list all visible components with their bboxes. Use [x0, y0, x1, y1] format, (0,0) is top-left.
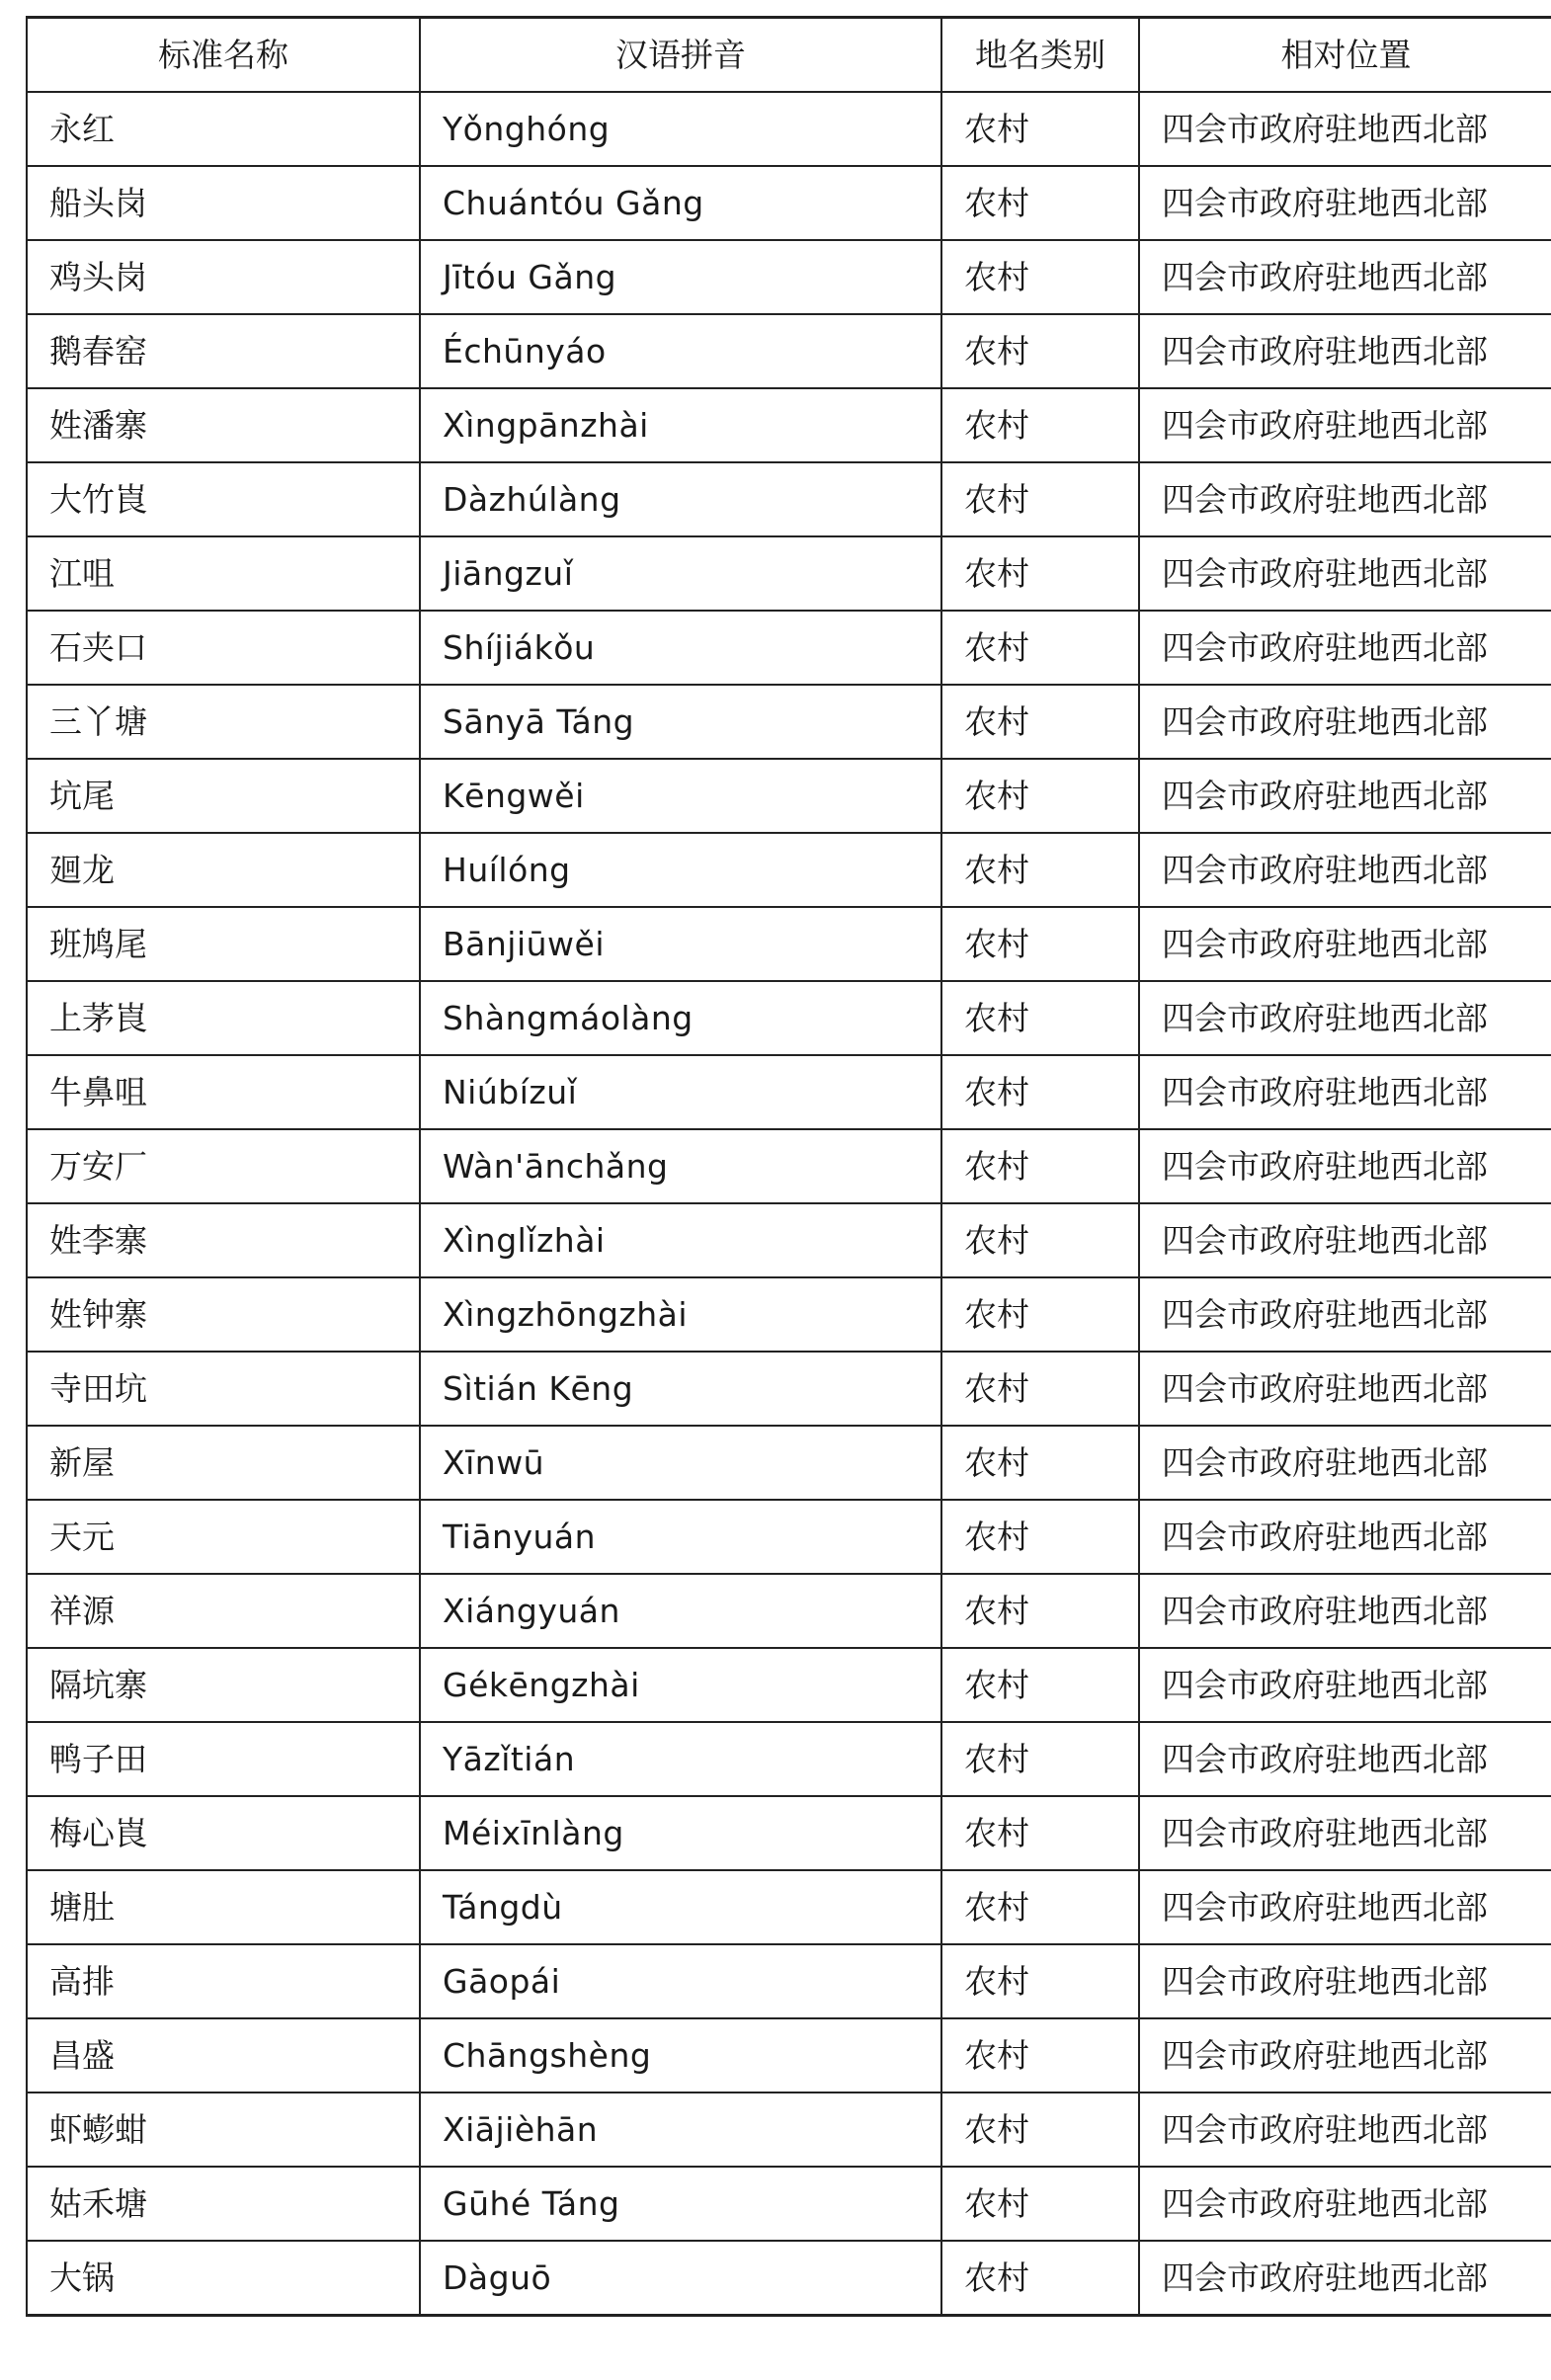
cell-pinyin: Sānyā Táng — [420, 685, 941, 759]
table-row — [27, 1426, 1551, 1500]
cell-standard-name: 江咀 — [27, 536, 420, 611]
cell-pinyin: Gékēngzhài — [420, 1648, 941, 1722]
table-row — [27, 1352, 1551, 1426]
cell-pinyin: Wàn'ānchǎng — [420, 1129, 941, 1203]
cell-standard-name: 大竹崀 — [27, 462, 420, 536]
cell-standard-name: 牛鼻咀 — [27, 1055, 420, 1129]
cell-relative-position: 四会市政府驻地西北部 — [1139, 833, 1551, 907]
cell-pinyin: Gāopái — [420, 1944, 941, 2018]
table-row — [27, 1203, 1551, 1277]
cell-pinyin: Gūhé Táng — [420, 2167, 941, 2241]
document-page — [26, 16, 1551, 2317]
cell-pinyin: Chāngshèng — [420, 2018, 941, 2093]
cell-standard-name: 昌盛 — [27, 2018, 420, 2093]
cell-standard-name: 新屋 — [27, 1426, 420, 1500]
cell-relative-position: 四会市政府驻地西北部 — [1139, 611, 1551, 685]
cell-pinyin: Jītóu Gǎng — [420, 240, 941, 314]
cell-standard-name: 鸡头岗 — [27, 240, 420, 314]
cell-category: 农村 — [941, 981, 1139, 1055]
cell-category: 农村 — [941, 1203, 1139, 1277]
cell-relative-position: 四会市政府驻地西北部 — [1139, 981, 1551, 1055]
cell-relative-position: 四会市政府驻地西北部 — [1139, 1722, 1551, 1796]
cell-category: 农村 — [941, 907, 1139, 981]
cell-category: 农村 — [941, 1277, 1139, 1352]
table-row — [27, 388, 1551, 462]
cell-relative-position: 四会市政府驻地西北部 — [1139, 388, 1551, 462]
table-row — [27, 1129, 1551, 1203]
cell-category: 农村 — [941, 1796, 1139, 1870]
cell-category: 农村 — [941, 1426, 1139, 1500]
cell-standard-name: 虾蟛蚶 — [27, 2093, 420, 2167]
table-row — [27, 240, 1551, 314]
cell-pinyin: Méixīnlàng — [420, 1796, 941, 1870]
cell-category: 农村 — [941, 166, 1139, 240]
table-row — [27, 981, 1551, 1055]
cell-standard-name: 鸭子田 — [27, 1722, 420, 1796]
cell-relative-position: 四会市政府驻地西北部 — [1139, 1870, 1551, 1944]
cell-standard-name: 姓潘寨 — [27, 388, 420, 462]
cell-pinyin: Tiānyuán — [420, 1500, 941, 1574]
cell-relative-position: 四会市政府驻地西北部 — [1139, 2167, 1551, 2241]
cell-standard-name: 石夹口 — [27, 611, 420, 685]
cell-standard-name: 三丫塘 — [27, 685, 420, 759]
cell-pinyin: Niúbízuǐ — [420, 1055, 941, 1129]
cell-relative-position: 四会市政府驻地西北部 — [1139, 2018, 1551, 2093]
cell-pinyin: Bānjiūwěi — [420, 907, 941, 981]
cell-category: 农村 — [941, 759, 1139, 833]
place-name-table — [26, 16, 1551, 2317]
table-row — [27, 685, 1551, 759]
table-row — [27, 1648, 1551, 1722]
cell-pinyin: Xìngzhōngzhài — [420, 1277, 941, 1352]
cell-pinyin: Xīnwū — [420, 1426, 941, 1500]
cell-standard-name: 梅心崀 — [27, 1796, 420, 1870]
cell-category: 农村 — [941, 2241, 1139, 2316]
cell-category: 农村 — [941, 1944, 1139, 2018]
cell-pinyin: Yāzǐtián — [420, 1722, 941, 1796]
cell-category: 农村 — [941, 685, 1139, 759]
table-row — [27, 92, 1551, 166]
cell-pinyin: Dàzhúlàng — [420, 462, 941, 536]
table-row — [27, 759, 1551, 833]
cell-category: 农村 — [941, 536, 1139, 611]
cell-category: 农村 — [941, 611, 1139, 685]
cell-standard-name: 廻龙 — [27, 833, 420, 907]
table-row — [27, 314, 1551, 388]
cell-category: 农村 — [941, 1870, 1139, 1944]
cell-category: 农村 — [941, 388, 1139, 462]
cell-category: 农村 — [941, 314, 1139, 388]
cell-pinyin: Shíjiákǒu — [420, 611, 941, 685]
cell-relative-position: 四会市政府驻地西北部 — [1139, 1796, 1551, 1870]
table-body — [27, 92, 1551, 2316]
table-row — [27, 1944, 1551, 2018]
cell-standard-name: 鹅春窑 — [27, 314, 420, 388]
table-row — [27, 1500, 1551, 1574]
table-row — [27, 2093, 1551, 2167]
cell-pinyin: Xiājièhān — [420, 2093, 941, 2167]
cell-relative-position: 四会市政府驻地西北部 — [1139, 92, 1551, 166]
cell-relative-position: 四会市政府驻地西北部 — [1139, 1129, 1551, 1203]
table-row — [27, 1870, 1551, 1944]
cell-standard-name: 大锅 — [27, 2241, 420, 2316]
cell-relative-position: 四会市政府驻地西北部 — [1139, 907, 1551, 981]
header-standard-name: 标准名称 — [27, 18, 420, 93]
cell-relative-position: 四会市政府驻地西北部 — [1139, 1055, 1551, 1129]
table-row — [27, 1796, 1551, 1870]
cell-standard-name: 万安厂 — [27, 1129, 420, 1203]
cell-standard-name: 祥源 — [27, 1574, 420, 1648]
cell-relative-position: 四会市政府驻地西北部 — [1139, 1500, 1551, 1574]
table-row — [27, 907, 1551, 981]
cell-relative-position: 四会市政府驻地西北部 — [1139, 1648, 1551, 1722]
cell-pinyin: Chuántóu Gǎng — [420, 166, 941, 240]
cell-relative-position: 四会市政府驻地西北部 — [1139, 536, 1551, 611]
cell-category: 农村 — [941, 462, 1139, 536]
cell-standard-name: 永红 — [27, 92, 420, 166]
cell-standard-name: 姑禾塘 — [27, 2167, 420, 2241]
cell-standard-name: 姓李寨 — [27, 1203, 420, 1277]
cell-category: 农村 — [941, 1129, 1139, 1203]
table-row — [27, 833, 1551, 907]
cell-standard-name: 姓钟寨 — [27, 1277, 420, 1352]
cell-pinyin: Dàguō — [420, 2241, 941, 2316]
table-row — [27, 2018, 1551, 2093]
table-row — [27, 1055, 1551, 1129]
cell-relative-position: 四会市政府驻地西北部 — [1139, 685, 1551, 759]
cell-standard-name: 坑尾 — [27, 759, 420, 833]
table-row — [27, 2241, 1551, 2316]
cell-pinyin: Huílóng — [420, 833, 941, 907]
cell-pinyin: Xìnglǐzhài — [420, 1203, 941, 1277]
cell-category: 农村 — [941, 1722, 1139, 1796]
cell-pinyin: Xìngpānzhài — [420, 388, 941, 462]
cell-category: 农村 — [941, 1648, 1139, 1722]
cell-relative-position: 四会市政府驻地西北部 — [1139, 1944, 1551, 2018]
cell-standard-name: 上茅崀 — [27, 981, 420, 1055]
table-row — [27, 462, 1551, 536]
header-pinyin: 汉语拼音 — [420, 18, 941, 93]
cell-pinyin: Shàngmáolàng — [420, 981, 941, 1055]
cell-relative-position: 四会市政府驻地西北部 — [1139, 1426, 1551, 1500]
cell-standard-name: 船头岗 — [27, 166, 420, 240]
cell-relative-position: 四会市政府驻地西北部 — [1139, 759, 1551, 833]
cell-relative-position: 四会市政府驻地西北部 — [1139, 2093, 1551, 2167]
cell-category: 农村 — [941, 240, 1139, 314]
cell-standard-name: 塘肚 — [27, 1870, 420, 1944]
table-row — [27, 611, 1551, 685]
table-row — [27, 536, 1551, 611]
cell-pinyin: Échūnyáo — [420, 314, 941, 388]
cell-pinyin: Jiāngzuǐ — [420, 536, 941, 611]
table-row — [27, 166, 1551, 240]
header-relative-position: 相对位置 — [1139, 18, 1551, 93]
cell-relative-position: 四会市政府驻地西北部 — [1139, 2241, 1551, 2316]
cell-relative-position: 四会市政府驻地西北部 — [1139, 462, 1551, 536]
cell-relative-position: 四会市政府驻地西北部 — [1139, 240, 1551, 314]
cell-relative-position: 四会市政府驻地西北部 — [1139, 1203, 1551, 1277]
cell-relative-position: 四会市政府驻地西北部 — [1139, 1574, 1551, 1648]
cell-category: 农村 — [941, 92, 1139, 166]
cell-standard-name: 班鸠尾 — [27, 907, 420, 981]
cell-category: 农村 — [941, 833, 1139, 907]
cell-standard-name: 高排 — [27, 1944, 420, 2018]
cell-category: 农村 — [941, 1574, 1139, 1648]
cell-pinyin: Xiángyuán — [420, 1574, 941, 1648]
cell-category: 农村 — [941, 1500, 1139, 1574]
table-row — [27, 1574, 1551, 1648]
cell-category: 农村 — [941, 1352, 1139, 1426]
cell-relative-position: 四会市政府驻地西北部 — [1139, 1277, 1551, 1352]
cell-category: 农村 — [941, 1055, 1139, 1129]
cell-category: 农村 — [941, 2018, 1139, 2093]
cell-category: 农村 — [941, 2093, 1139, 2167]
cell-standard-name: 隔坑寨 — [27, 1648, 420, 1722]
cell-pinyin: Kēngwěi — [420, 759, 941, 833]
cell-category: 农村 — [941, 2167, 1139, 2241]
table-row — [27, 1277, 1551, 1352]
cell-relative-position: 四会市政府驻地西北部 — [1139, 1352, 1551, 1426]
table-header-row — [27, 18, 1551, 93]
header-category: 地名类别 — [941, 18, 1139, 93]
table-row — [27, 2167, 1551, 2241]
cell-pinyin: Sìtián Kēng — [420, 1352, 941, 1426]
cell-standard-name: 天元 — [27, 1500, 420, 1574]
cell-relative-position: 四会市政府驻地西北部 — [1139, 166, 1551, 240]
cell-pinyin: Yǒnghóng — [420, 92, 941, 166]
cell-pinyin: Tángdù — [420, 1870, 941, 1944]
table-row — [27, 1722, 1551, 1796]
cell-standard-name: 寺田坑 — [27, 1352, 420, 1426]
cell-relative-position: 四会市政府驻地西北部 — [1139, 314, 1551, 388]
